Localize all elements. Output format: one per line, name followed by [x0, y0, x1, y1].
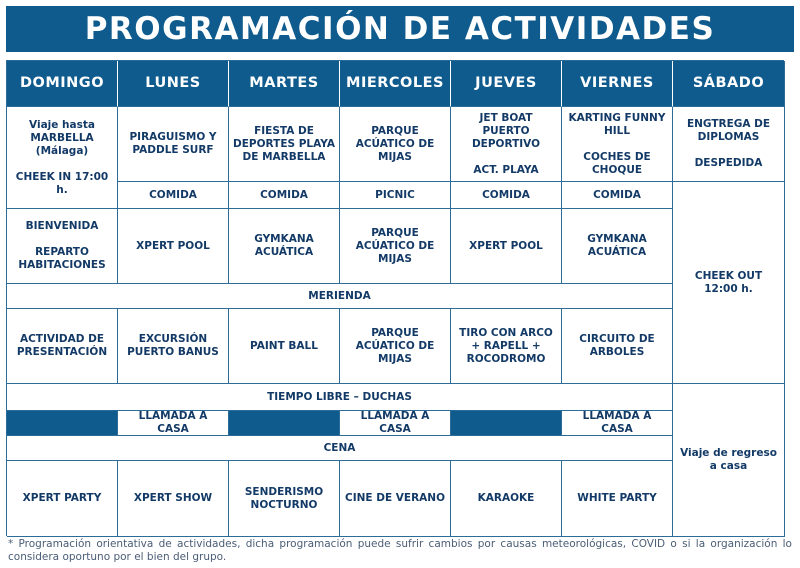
day-header-viernes: VIERNES: [562, 61, 673, 107]
tiempo-libre-row: TIEMPO LIBRE – DUCHAS: [7, 384, 673, 411]
morning-jueves-line-1: JET BOAT PUERTO DEPORTIVO: [471, 111, 541, 150]
morning-domingo-line-1: Viaje hasta MARBELLA (Málaga): [29, 118, 95, 157]
page-title: PROGRAMACIÓN DE ACTIVIDADES: [84, 11, 716, 47]
morning-sabado-line-2: DESPEDIDA: [694, 157, 763, 169]
night-miercoles: CINE DE VERANO: [340, 461, 451, 537]
evening-domingo: ACTIVIDAD DE PRESENTACIÓN: [7, 309, 118, 384]
night-domingo: XPERT PARTY: [7, 461, 118, 537]
night-lunes: XPERT SHOW: [118, 461, 229, 537]
afternoon-miercoles: PARQUE ACÚATICO DE MIJAS: [340, 209, 451, 284]
llamada-miercoles: LLAMADA A CASA: [340, 411, 451, 436]
lunch-jueves: COMIDA: [451, 182, 562, 209]
afternoon-martes: GYMKANA ACUÁTICA: [229, 209, 340, 284]
afternoon-lunes: XPERT POOL: [118, 209, 229, 284]
title-banner: [6, 6, 794, 52]
lunch-martes: COMIDA: [229, 182, 340, 209]
morning-viernes: [562, 107, 673, 182]
lunch-lunes: COMIDA: [118, 182, 229, 209]
morning-viernes-line-2: COCHES DE CHOQUE: [583, 150, 651, 176]
return-sabado: Viaje de regreso a casa: [673, 384, 785, 537]
morning-domingo: [7, 107, 118, 209]
llamada-blank-martes: [229, 411, 340, 436]
morning-martes: FIESTA DE DEPORTES PLAYA DE MARBELLA: [229, 107, 340, 182]
morning-domingo-line-2: CHEEK IN 17:00 h.: [15, 170, 109, 196]
afternoon-domingo: [7, 209, 118, 284]
morning-sabado-line-1: ENGTREGA DE DIPLOMAS: [686, 118, 771, 143]
afternoon-jueves: XPERT POOL: [451, 209, 562, 284]
morning-jueves-line-2: ACT. PLAYA: [473, 163, 539, 176]
llamada-blank-jueves: [451, 411, 562, 436]
day-header-miercoles: MIERCOLES: [340, 61, 451, 107]
day-header-lunes: LUNES: [118, 61, 229, 107]
afternoon-domingo-line-2: REPARTO HABITACIONES: [18, 246, 106, 271]
footnote: * Programación orientativa de actividades, dicha programación puede sufrir cambios por causas meteorológicas, COVID o si la organización lo considera oportuno por el bien del grupo.: [8, 538, 792, 563]
checkout-sabado: CHEEK OUT 12:00 h.: [673, 182, 785, 384]
morning-sabado: [673, 107, 785, 182]
afternoon-viernes: GYMKANA ACUÁTICA: [562, 209, 673, 284]
day-header-jueves: JUEVES: [451, 61, 562, 107]
morning-jueves: [451, 107, 562, 182]
llamada-lunes: LLAMADA A CASA: [118, 411, 229, 436]
morning-viernes-line-1: KARTING FUNNY HILL: [568, 111, 666, 137]
day-header-domingo: DOMINGO: [7, 61, 118, 107]
morning-miercoles: PARQUE ACÚATICO DE MIJAS: [340, 107, 451, 182]
day-header-martes: MARTES: [229, 61, 340, 107]
night-jueves: KARAOKE: [451, 461, 562, 537]
evening-miercoles: PARQUE ACÚATICO DE MIJAS: [340, 309, 451, 384]
night-martes: SENDERISMO NOCTURNO: [229, 461, 340, 537]
day-header-sabado: SÁBADO: [673, 61, 785, 107]
night-viernes: WHITE PARTY: [562, 461, 673, 537]
morning-lunes: PIRAGUISMO Y PADDLE SURF: [118, 107, 229, 182]
evening-jueves: TIRO CON ARCO + RAPELL + ROCODROMO: [451, 309, 562, 384]
lunch-viernes: COMIDA: [562, 182, 673, 209]
llamada-blank-domingo: [7, 411, 118, 436]
merienda-row: MERIENDA: [7, 284, 673, 309]
schedule-table: [6, 60, 784, 536]
lunch-miercoles: PICNIC: [340, 182, 451, 209]
llamada-viernes: LLAMADA A CASA: [562, 411, 673, 436]
afternoon-domingo-line-1: BIENVENIDA: [25, 220, 99, 232]
evening-viernes: CIRCUITO DE ARBOLES: [562, 309, 673, 384]
evening-martes: PAINT BALL: [229, 309, 340, 384]
cena-row: CENA: [7, 436, 673, 461]
evening-lunes: EXCURSIÓN PUERTO BANUS: [118, 309, 229, 384]
